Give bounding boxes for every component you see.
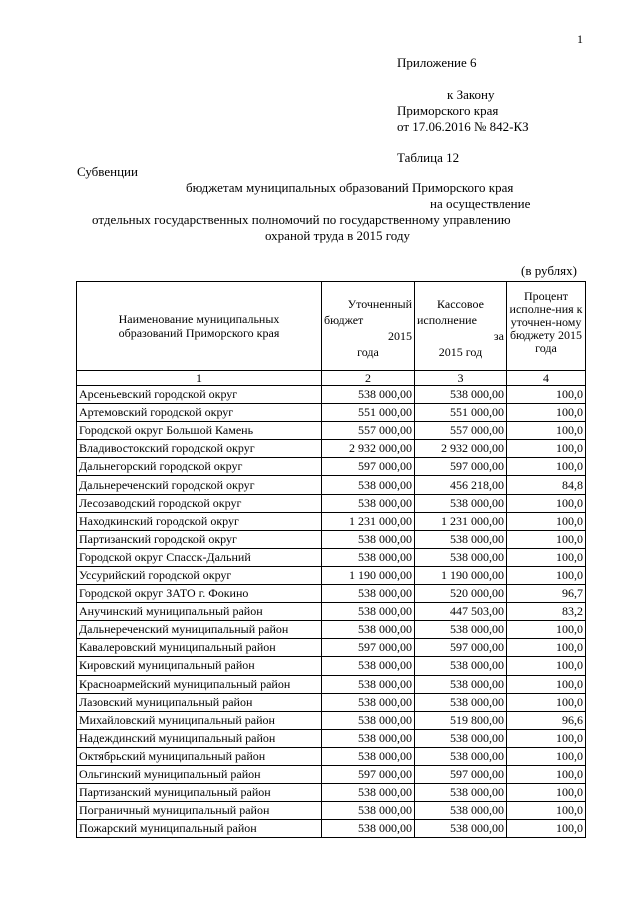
table-row [77, 729, 586, 747]
municipality-name: Октябрьский муниципальный район [77, 747, 322, 765]
percent-value: 100,0 [507, 639, 586, 657]
municipality-name: Находкинский городской округ [77, 512, 322, 530]
executed-value: 551 000,00 [415, 404, 507, 422]
budget-value: 538 000,00 [322, 784, 415, 802]
percent-value: 100,0 [507, 621, 586, 639]
table-row [77, 422, 586, 440]
budget-value: 2 932 000,00 [322, 440, 415, 458]
executed-value: 538 000,00 [415, 675, 507, 693]
title-line-5: охраной труда в 2015 году [265, 228, 410, 243]
header-col-executed-line3: за [493, 329, 504, 343]
executed-value: 447 503,00 [415, 603, 507, 621]
table-row [77, 820, 586, 838]
budget-value: 1 231 000,00 [322, 512, 415, 530]
budget-value: 538 000,00 [322, 494, 415, 512]
percent-value: 100,0 [507, 747, 586, 765]
municipality-name: Артемовский городской округ [77, 404, 322, 422]
municipality-name: Красноармейский муниципальный район [77, 675, 322, 693]
table-row [77, 476, 586, 494]
executed-value: 538 000,00 [415, 530, 507, 548]
municipality-name: Кировский муниципальный район [77, 657, 322, 675]
executed-value: 2 932 000,00 [415, 440, 507, 458]
municipality-name: Арсеньевский городской округ [77, 386, 322, 404]
percent-value: 100,0 [507, 494, 586, 512]
municipality-name: Партизанский муниципальный район [77, 784, 322, 802]
budget-value: 538 000,00 [322, 820, 415, 838]
header-col-budget [322, 282, 415, 371]
municipality-name: Уссурийский городской округ [77, 566, 322, 584]
municipality-name: Лесозаводский городской округ [77, 494, 322, 512]
header-col-budget-line3: 2015 [388, 329, 412, 343]
subsidies-table [76, 281, 586, 838]
executed-value: 538 000,00 [415, 494, 507, 512]
header-col-budget-line4: года [357, 345, 379, 359]
table-row [77, 621, 586, 639]
percent-value: 100,0 [507, 404, 586, 422]
table-row [77, 494, 586, 512]
executed-value: 538 000,00 [415, 693, 507, 711]
table-header-row [77, 282, 586, 371]
header-col-executed-line2: исполнение [417, 313, 477, 327]
budget-value: 538 000,00 [322, 530, 415, 548]
appendix-line-3: Приморского края [397, 103, 499, 118]
budget-value: 538 000,00 [322, 585, 415, 603]
col-number-1: 1 [77, 371, 322, 386]
percent-value: 100,0 [507, 512, 586, 530]
executed-value: 519 800,00 [415, 711, 507, 729]
budget-value: 538 000,00 [322, 693, 415, 711]
percent-value: 100,0 [507, 548, 586, 566]
budget-value: 538 000,00 [322, 476, 415, 494]
table-row [77, 693, 586, 711]
table-row [77, 784, 586, 802]
percent-value: 100,0 [507, 386, 586, 404]
title-line-2: бюджетам муниципальных образований Приморского края [186, 180, 514, 195]
budget-value: 538 000,00 [322, 386, 415, 404]
appendix-line-4: от 17.06.2016 № 842-КЗ [397, 119, 529, 134]
municipality-name: Надеждинский муниципальный район [77, 729, 322, 747]
table-row [77, 711, 586, 729]
budget-value: 597 000,00 [322, 639, 415, 657]
budget-value: 597 000,00 [322, 765, 415, 783]
percent-value: 100,0 [507, 657, 586, 675]
percent-value: 100,0 [507, 729, 586, 747]
municipality-name: Дальнегорский городской округ [77, 458, 322, 476]
header-col-name-line1: Наименование муниципальных [118, 312, 280, 326]
municipality-name: Дальнереченский городской округ [77, 476, 322, 494]
municipality-name: Партизанский городской округ [77, 530, 322, 548]
percent-value: 84,8 [507, 476, 586, 494]
table-row [77, 585, 586, 603]
header-col-percent [507, 282, 586, 371]
executed-value: 538 000,00 [415, 386, 507, 404]
executed-value: 597 000,00 [415, 458, 507, 476]
percent-value: 100,0 [507, 820, 586, 838]
percent-value: 100,0 [507, 693, 586, 711]
executed-value: 538 000,00 [415, 802, 507, 820]
table-row [77, 548, 586, 566]
percent-value: 96,7 [507, 585, 586, 603]
municipality-name: Городской округ Большой Камень [77, 422, 322, 440]
title-line-4: отдельных государственных полномочий по государственному управлению [92, 212, 511, 227]
percent-value: 96,6 [507, 711, 586, 729]
units-label: (в рублях) [521, 263, 577, 278]
budget-value: 538 000,00 [322, 675, 415, 693]
budget-value: 538 000,00 [322, 729, 415, 747]
budget-value: 538 000,00 [322, 802, 415, 820]
executed-value: 538 000,00 [415, 621, 507, 639]
budget-value: 538 000,00 [322, 711, 415, 729]
executed-value: 1 190 000,00 [415, 566, 507, 584]
table-row [77, 440, 586, 458]
executed-value: 520 000,00 [415, 585, 507, 603]
executed-value: 538 000,00 [415, 657, 507, 675]
budget-value: 538 000,00 [322, 657, 415, 675]
table-row [77, 566, 586, 584]
table-row [77, 386, 586, 404]
header-col-budget-line1: Уточненный [347, 297, 412, 311]
percent-value: 100,0 [507, 675, 586, 693]
municipality-name: Владивостокский городской округ [77, 440, 322, 458]
table-row [77, 747, 586, 765]
percent-value: 100,0 [507, 530, 586, 548]
percent-value: 100,0 [507, 458, 586, 476]
executed-value: 538 000,00 [415, 548, 507, 566]
table-row [77, 765, 586, 783]
title-line-3: на осуществление [430, 196, 531, 211]
header-col-name-line2: образований Приморского края [118, 326, 280, 340]
table-row [77, 530, 586, 548]
header-col-executed-line1: Кассовое [437, 297, 484, 311]
municipality-name: Михайловский муниципальный район [77, 711, 322, 729]
budget-value: 597 000,00 [322, 458, 415, 476]
table-row [77, 675, 586, 693]
budget-value: 551 000,00 [322, 404, 415, 422]
executed-value: 456 218,00 [415, 476, 507, 494]
executed-value: 538 000,00 [415, 747, 507, 765]
header-col-budget-line2: бюджет [324, 313, 364, 327]
municipality-name: Пожарский муниципальный район [77, 820, 322, 838]
table-row [77, 512, 586, 530]
municipality-name: Лазовский муниципальный район [77, 693, 322, 711]
percent-value: 83,2 [507, 603, 586, 621]
header-col-name [77, 282, 322, 371]
percent-value: 100,0 [507, 566, 586, 584]
percent-value: 100,0 [507, 440, 586, 458]
percent-value: 100,0 [507, 802, 586, 820]
appendix-line-1: Приложение 6 [397, 55, 477, 70]
municipality-name: Дальнереченский муниципальный район [77, 621, 322, 639]
percent-value: 100,0 [507, 422, 586, 440]
table-label: Таблица 12 [397, 150, 460, 165]
budget-value: 538 000,00 [322, 603, 415, 621]
col-number-4: 4 [507, 371, 586, 386]
municipality-name: Анучинский муниципальный район [77, 603, 322, 621]
municipality-name: Городской округ ЗАТО г. Фокино [77, 585, 322, 603]
executed-value: 597 000,00 [415, 639, 507, 657]
table-row [77, 404, 586, 422]
percent-value: 100,0 [507, 784, 586, 802]
col-number-2: 2 [322, 371, 415, 386]
table-row [77, 603, 586, 621]
executed-value: 538 000,00 [415, 820, 507, 838]
executed-value: 557 000,00 [415, 422, 507, 440]
table-row [77, 639, 586, 657]
appendix-line-2: к Закону [447, 87, 495, 102]
page-number: 1 [577, 32, 583, 46]
header-col-executed [415, 282, 507, 371]
municipality-name: Городской округ Спасск-Дальний [77, 548, 322, 566]
executed-value: 1 231 000,00 [415, 512, 507, 530]
table-row [77, 657, 586, 675]
header-col-percent-text: Процент исполне-ния к уточнен-ному бюджету 2015 года [509, 288, 583, 355]
table-row [77, 458, 586, 476]
percent-value: 100,0 [507, 765, 586, 783]
executed-value: 597 000,00 [415, 765, 507, 783]
column-number-row [77, 371, 586, 386]
header-col-executed-line4: 2015 год [438, 345, 483, 359]
budget-value: 538 000,00 [322, 621, 415, 639]
budget-value: 557 000,00 [322, 422, 415, 440]
municipality-name: Пограничный муниципальный район [77, 802, 322, 820]
table-row [77, 802, 586, 820]
municipality-name: Кавалеровский муниципальный район [77, 639, 322, 657]
executed-value: 538 000,00 [415, 784, 507, 802]
budget-value: 538 000,00 [322, 747, 415, 765]
budget-value: 1 190 000,00 [322, 566, 415, 584]
executed-value: 538 000,00 [415, 729, 507, 747]
municipality-name: Ольгинский муниципальный район [77, 765, 322, 783]
title-line-1: Субвенции [77, 164, 138, 179]
budget-value: 538 000,00 [322, 548, 415, 566]
col-number-3: 3 [415, 371, 507, 386]
